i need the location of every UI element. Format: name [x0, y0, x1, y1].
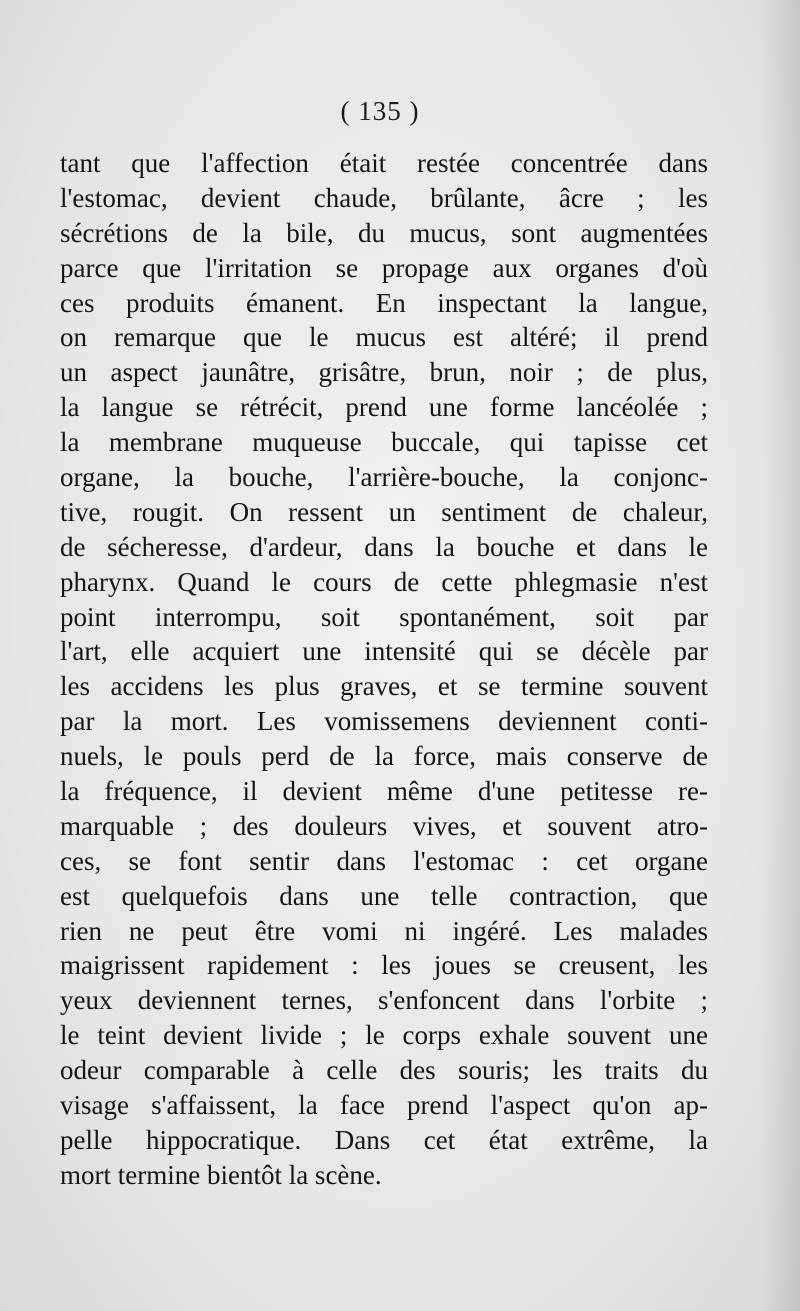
text-line: pharynx. Quand le cours de cette phlegmasie n'est	[60, 566, 708, 597]
text-line: yeux deviennent ternes, s'enfoncent dans l'orbite ;	[60, 985, 708, 1016]
text-line: parce que l'irritation se propage aux organes d'où	[60, 252, 708, 283]
text-line: marquable ; des douleurs vives, et souvent atro-	[60, 810, 708, 841]
text-line: un aspect jaunâtre, grisâtre, brun, noir ; de plus,	[60, 357, 708, 388]
body-text	[60, 146, 708, 1193]
text-line: les accidens les plus graves, et se termine souvent	[60, 671, 708, 702]
text-line: ces, se font sentir dans l'estomac : cet organe	[60, 845, 708, 876]
text-line: l'art, elle acquiert une intensité qui se décèle par	[60, 636, 708, 667]
text-line: pelle hippocratique. Dans cet état extrême, la	[60, 1124, 708, 1155]
text-line: rien ne peut être vomi ni ingéré. Les malades	[60, 915, 708, 946]
text-line: tant que l'affection était restée concentrée dans	[60, 148, 708, 178]
text-line: l'estomac, devient chaude, brûlante, âcre ; les	[60, 182, 708, 213]
text-line: le teint devient livide ; le corps exhale souvent une	[60, 1020, 708, 1051]
text-line: organe, la bouche, l'arrière-bouche, la conjonc-	[60, 462, 708, 493]
text-line: point interrompu, soit spontanément, soit par	[60, 601, 708, 632]
text-line-last: mort termine bientôt la scène.	[60, 1159, 382, 1190]
text-line: la membrane muqueuse buccale, qui tapisse cet	[60, 427, 708, 458]
text-line: nuels, le pouls perd de la force, mais conserve de	[60, 741, 708, 772]
text-line: par la mort. Les vomissemens deviennent conti-	[60, 706, 708, 737]
page-number: ( 135 )	[340, 96, 420, 126]
text-line: est quelquefois dans une telle contraction, que	[60, 880, 708, 911]
text-line: odeur comparable à celle des souris; les traits du	[60, 1055, 708, 1086]
text-line: on remarque que le mucus est altéré; il prend	[60, 322, 708, 353]
text-line: maigrissent rapidement : les joues se creusent, les	[60, 950, 708, 981]
text-line: de sécheresse, d'ardeur, dans la bouche et dans le	[60, 531, 708, 562]
text-line: ces produits émanent. En inspectant la langue,	[60, 287, 708, 318]
text-line: visage s'affaissent, la face prend l'aspect qu'on ap-	[60, 1090, 708, 1121]
text-line: la fréquence, il devient même d'une petitesse re-	[60, 776, 708, 807]
text-line: tive, rougit. On ressent un sentiment de chaleur,	[60, 496, 708, 527]
text-line: la langue se rétrécit, prend une forme lancéolée ;	[60, 392, 708, 423]
text-line: sécrétions de la bile, du mucus, sont augmentées	[60, 217, 708, 248]
